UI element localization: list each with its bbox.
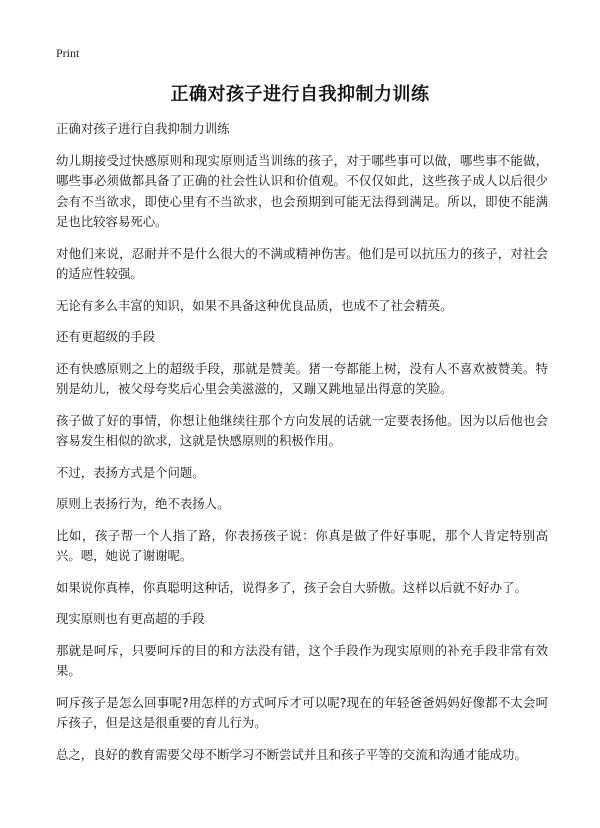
paragraph: 不过，表扬方式是个问题。: [56, 464, 205, 480]
article-body: [56, 119, 548, 776]
paragraph: 对他们来说，忍耐并不是什么很大的不满或精神伤害。他们是可以抗压力的孩子，对社会的适应性较强。: [56, 245, 548, 281]
paragraph: 那就是呵斥，只要呵斥的目的和方法没有错，这个手段作为现实原则的补充手段非常有效果。: [56, 642, 548, 678]
paragraph: 呵斥孩子是怎么回事呢?用怎样的方式呵斥才可以呢?现在的年轻爸爸妈妈好像都不太会呵斥孩子，但是这是很重要的育儿行为。: [56, 694, 548, 730]
paragraph: 孩子做了好的事情，你想让他继续往那个方向发展的话就一定要表扬他。因为以后他也会容易发生相似的欲求，这就是快感原则的积极作用。: [56, 412, 548, 448]
paragraph: 原则上表扬行为，绝不表扬人。: [56, 496, 230, 511]
section-heading: 现实原则也有更高超的手段: [56, 611, 205, 626]
paragraph: 比如，孩子帮一个人指了路，你表扬孩子说：你真是做了件好事呢，那个人肯定特别高兴。嗯，她说了谢谢呢。: [56, 527, 548, 563]
article-subtitle: 正确对孩子进行自我抑制力训练: [56, 121, 230, 136]
paragraph: 还有快感原则之上的超级手段，那就是赞美。猪一夸都能上树，没有人不喜欢被赞美。特别是幼儿，被父母夸奖后心里会美滋滋的，又蹦又跳地显出得意的笑脸。: [56, 360, 548, 396]
print-label: Print: [56, 46, 80, 60]
paragraph: 如果说你真棒，你真聪明这种话，说得多了，孩子会自大骄傲。这样以后就不好办了。: [56, 579, 527, 595]
paragraph: 无论有多么丰富的知识，如果不具备这种优良品质，也成不了社会精英。: [56, 297, 453, 313]
paragraph: 总之，良好的教育需要父母不断学习不断尝试并且和孩子平等的交流和沟通才能成功。: [56, 746, 527, 762]
paragraph: 幼儿期接受过快感原则和现实原则适当训练的孩子，对于哪些事可以做，哪些事不能做，哪些事必须做都具备了正确的社会性认识和价值观。不仅仅如此，这些孩子成人以后很少会有不当欲求，即使心里有不当欲求，也会预期到可能无法得到满足。所以，即使不能满足也比较容易死心。: [56, 152, 548, 229]
page-title: 正确对孩子进行自我抑制力训练: [170, 84, 430, 105]
section-heading: 还有更超级的手段: [56, 329, 156, 344]
